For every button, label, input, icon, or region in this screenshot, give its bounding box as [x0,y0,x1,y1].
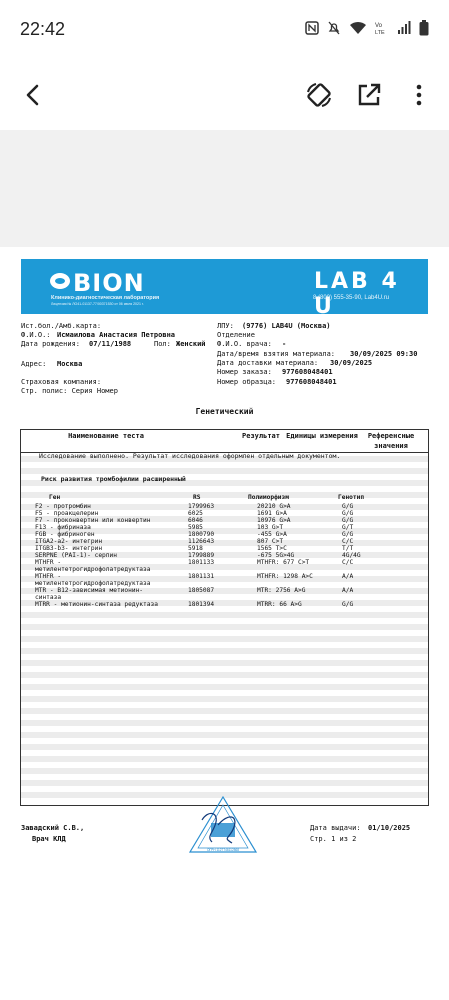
wifi-icon [349,21,367,40]
insurance-label: Страховая компания: [21,378,102,386]
doctor-value: - [282,340,287,348]
gene-rs: 1799963 [188,503,215,510]
gene-polymorphism: MTHFR: 677 C>T [257,559,310,566]
open-external-button[interactable] [352,78,386,112]
signal-icon [397,21,411,40]
gene-name: MTHFR - [35,573,62,580]
table-stripe [21,720,428,726]
gene-genotype: A/A [342,573,354,580]
gene-genotype: G/T [342,524,354,531]
gene-rs: 1799889 [188,552,215,559]
page-number: Стр. 1 из 2 [310,835,357,843]
gene-genotype: G/G [342,601,354,608]
battery-icon [419,20,429,41]
more-vert-icon [415,83,423,107]
gene-name-continued: метилентетрогидрофолатредуктаза [35,580,151,587]
table-stripe [21,468,428,474]
genotype-header: Генотип [338,494,365,501]
header-reference: Референсные значения [367,432,415,450]
lab-banner [21,259,428,319]
more-options-button[interactable] [402,78,436,112]
sex-value: Женский [176,340,206,348]
table-stripe [21,780,428,786]
document-page [0,247,449,882]
toolbar [0,60,449,130]
sample-number-label: Номер образца: [217,378,277,386]
gene-row [21,601,428,609]
table-stripe [21,684,428,690]
table-header [21,430,428,453]
gene-rs: 5985 [188,524,203,531]
gene-name: ITGB3-b3- интегрин [35,545,103,552]
gene-row [21,587,428,601]
gene-rs: 1801133 [188,559,215,566]
delivery-value: 30/09/2025 [330,359,373,367]
issue-date-label: Дата выдачи: [310,824,361,832]
gene-genotype: T/T [342,545,354,552]
header-test-name: Наименование теста [68,432,144,440]
volte-icon [375,21,389,40]
gene-polymorphism: -675 5G>4G [257,552,295,559]
sample-number-value: 977608048401 [286,378,337,386]
gene-genotype: 4G/4G [342,552,361,559]
gene-polymorphism: 10976 G>A [257,517,291,524]
gene-name-continued: синтаза [35,594,62,601]
section-title: Генетический [195,407,254,416]
table-stripe [21,756,428,762]
table-stripe [21,768,428,774]
table-stripe [21,744,428,750]
status-time: 22:42 [20,19,66,39]
lpu-value: (9776) LAB4U (Москва) [242,322,331,330]
table-stripe [21,660,428,666]
bion-logo-text: BION [73,269,145,297]
gene-genotype: G/G [342,517,354,524]
order-number-label: Номер заказа: [217,368,272,376]
sample-taken-value: 30/09/2025 09:30 [350,350,418,358]
mute-icon [327,21,341,40]
gene-genotype: G/G [342,503,354,510]
gene-polymorphism: MTR: 2756 A>G [257,587,306,594]
gene-polymorphism: 807 C>T [257,538,284,545]
results-table [20,429,429,806]
gene-rs: 1805087 [188,587,215,594]
gene-rs: 1126643 [188,538,215,545]
gene-polymorphism: 1691 G>A [257,510,287,517]
svg-text:LTE: LTE [375,30,385,35]
gene-polymorphism: 1565 T>C [257,545,287,552]
department-label: Отделение [217,331,255,339]
gene-name: F5 - проакцелерин [35,510,99,517]
rotate-button[interactable] [302,78,336,112]
signer-role: Врач КЛД [32,835,66,843]
gene-name: MTHFR - [35,559,62,566]
table-stripe [21,624,428,630]
doctor-label: Ф.И.О. врача: [217,340,272,348]
table-stripe [21,636,428,642]
result-note: Исследование выполнено. Результат исследования оформлен отдельным документом. [39,452,341,460]
gene-rs: 6025 [188,510,203,517]
gene-name: SERPNE (PAI-1)- серпин [35,552,117,559]
signer-name: Завадский С.В., [21,824,85,832]
status-icons [305,20,429,41]
rs-header: RS [193,494,201,501]
delivery-label: Дата доставки материала: [217,359,319,367]
gene-rs: 6046 [188,517,203,524]
address-value: Москва [57,360,83,368]
gene-genotype: C/C [342,559,354,566]
gene-name: MTRR - метионин-синтаза редуктаза [35,601,158,608]
gene-polymorphism: MTHFR: 1298 A>C [257,573,313,580]
address-label: Адрес: [21,360,47,368]
gene-polymorphism: 103 G>T [257,524,284,531]
sex-label: Пол: [154,340,171,348]
back-button[interactable] [16,78,50,112]
gene-name: ITGA2-a2- интегрин [35,538,103,545]
bion-subtitle: Клинико-диагностическая лаборатория Лицензия № ЛО41-01137-77/00371530 от 06 июля 2021 г. [51,295,160,306]
gene-genotype: G/G [342,531,354,538]
lab-stamp [188,795,258,855]
table-stripe [21,696,428,702]
svg-text:Vo: Vo [375,23,383,29]
table-stripe [21,708,428,714]
gene-name: F2 - протромбин [35,503,91,510]
history-label: Ист.бол./Амб.карта: [21,322,102,330]
bottom-area [0,882,449,1000]
gene-polymorphism: MTRR: 66 A>G [257,601,302,608]
table-stripe [21,672,428,678]
sample-taken-label: Дата/время взятия материала: [217,350,336,358]
gene-row [21,573,428,587]
policy-label: Стр. полис: Серия Номер [21,387,118,395]
table-stripe [21,648,428,654]
patient-name: Исмаилова Анастасия Петровна [57,331,176,339]
table-stripe [21,612,428,618]
table-stripe [21,732,428,738]
header-units: Единицы измерения [286,432,358,440]
lpu-label: ЛПУ: [217,322,234,330]
stamp-text: ОГРН 1127746112868 [206,848,240,852]
gene-rs: 1801131 [188,573,215,580]
order-number-value: 977608048401 [282,368,333,376]
gene-rs: 5918 [188,545,203,552]
lab4u-contacts: 8 (800) 555-35-90, Lab4U.ru [313,295,390,301]
gene-polymorphism: -455 G>A [257,531,287,538]
open-in-new-icon [356,82,382,108]
gene-name: F7 - проконвертин или конвертин [35,517,151,524]
gene-genotype: A/A [342,587,354,594]
fio-label: Ф.И.О.: [21,331,51,339]
gene-rs: 1800790 [188,531,215,538]
gene-header: Ген [49,494,61,501]
header-result: Результат [242,432,280,440]
gene-rs: 1801394 [188,601,215,608]
gene-name: MTR - B12-зависимая метионин- [35,587,144,594]
gene-row [21,559,428,573]
gene-header-row [21,494,428,502]
issue-date-value: 01/10/2025 [368,824,411,832]
lab4u-logo: LAB 4 U [314,269,400,319]
screen-rotation-icon [304,80,334,110]
gene-name: FGB - фибриноген [35,531,95,538]
bion-logo-icon [49,272,71,290]
dob-value: 07/11/1988 [89,340,132,348]
gene-polymorphism: 20210 G>A [257,503,291,510]
gene-name-continued: метилентетрогидрофолатредуктаза [35,566,151,573]
stamp-seal-icon [188,795,258,855]
gene-genotype: C/C [342,538,354,545]
gene-genotype: G/G [342,510,354,517]
panel-title: Риск развития тромбофилии расширенный [41,475,186,483]
dob-label: Дата рождения: [21,340,81,348]
back-arrow-icon [23,83,43,107]
status-bar [0,0,449,60]
gene-name: F13 - фибриназа [35,524,91,531]
polymorphism-header: Полиморфизм [248,494,289,501]
nfc-icon [305,21,319,40]
